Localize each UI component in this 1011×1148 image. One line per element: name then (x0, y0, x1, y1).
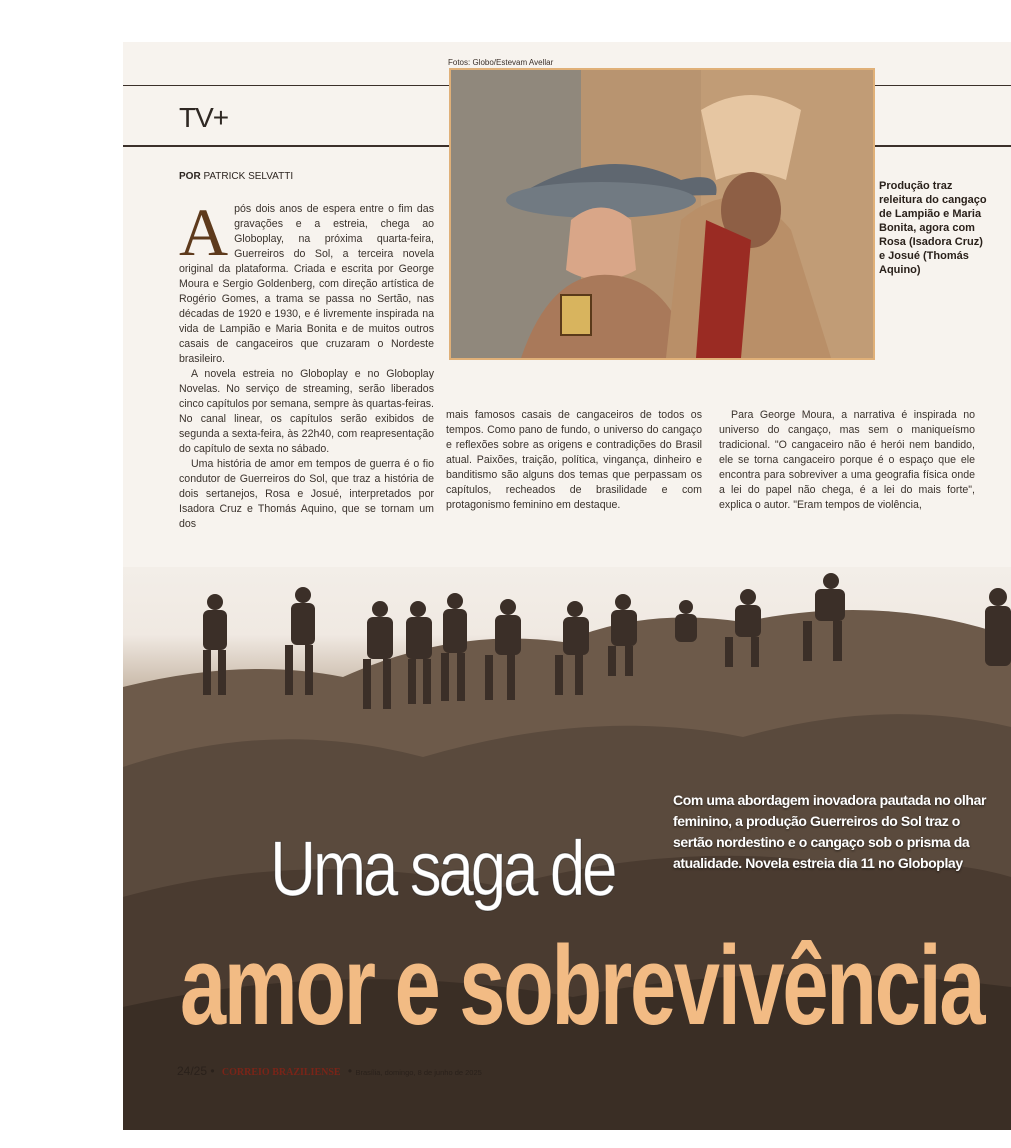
drop-cap: A (179, 194, 229, 270)
byline-author: PATRICK SELVATTI (203, 171, 294, 182)
byline (179, 171, 293, 182)
column-3-paragraph: Para George Moura, a narrativa é inspirada no universo do cangaço, mas sem o maniqueísmo tradicional. "O cangaceiro não é herói nem bandido, ele se torna cangaceiro porque é o espaço que ele encontra para sobreviver a uma geografia física onde a lei do papel não chega, é a lei do mais forte", explica o autor. "Eram tempos de violência, (719, 409, 975, 511)
section-name: TV+ (179, 102, 229, 133)
lead-photo-illustration (451, 70, 873, 358)
page-numbers: 24/25 (177, 1064, 208, 1078)
column-1-paragraph-2: A novela estreia no Globoplay e no Globoplay Novelas. No serviço de streaming, serão liberados cinco capítulos por semana, sempre às quartas-feiras. No canal linear, os capítulos serão exibidos de segunda a sexta-feira, às 22h40, com reapresentação do capítulo de sexta no sábado. (179, 368, 434, 455)
photo-credit: Fotos: Globo/Estevam Avellar (448, 58, 554, 67)
column-1-paragraph-3: Uma história de amor em tempos de guerra é o fio condutor de Guerreiros do Sol, que traz a história de dois sertanejos, Rosa e Josué, interpretados por Isadora Cruz e Thomás Aquino, que se tornam um dos (179, 458, 434, 530)
lead-photo (449, 68, 875, 360)
edition-date: Brasília, domingo, 8 de junho de 2025 (355, 1068, 482, 1077)
lede: Com uma abordagem inovadora pautada no olhar feminino, a produção Guerreiros do Sol traz o sertão nordestino e o cangaço sob o prisma da atualidade. Novela estreia dia 11 no Globoplay (673, 792, 987, 871)
byline-prefix: POR (179, 171, 201, 182)
column-1-paragraph-1: pós dois anos de espera entre o fim das gravações e a estreia, chega ao Globoplay, na próxima quarta-feira, Guerreiros do Sol, a terceira novela original da plataforma. Criada e escrita por George Moura e Sergio Goldenberg, com direção artística de Rogério Gomes, a trama se passa no Sertão, nas décadas de 1920 e 1930, e é livremente inspirada na vida de Lampião e Maria Bonita e de muitos outros casais de cangaceiros que cruzaram o Nordeste brasileiro. (179, 203, 434, 365)
column-1 (179, 194, 434, 532)
photo-caption: Produção traz releitura do cangaço de Lampião e Maria Bonita, agora com Rosa (Isadora Cruz) e Josué (Thomás Aquino) (879, 180, 987, 276)
page-footer (177, 1064, 482, 1078)
footer-separator-2: • (347, 1064, 353, 1078)
column-2 (446, 408, 702, 513)
headline-line-1: Uma saga de (270, 824, 615, 912)
headline-line-2: amor e sobrevivência (180, 923, 984, 1048)
newspaper-name: CORREIO BRAZILIENSE (221, 1067, 341, 1078)
column-2-paragraph: mais famosos casais de cangaceiros de todos os tempos. Como pano de fundo, o universo do cangaço e reflexões sobre as origens e contradições do Brasil atual. Paixões, traição, política, vingança, dinheiro e banditismo são alguns dos temas que perpassam os capítulos, recheados de brasilidade e com protagonismo feminino em destaque. (446, 409, 702, 511)
footer-separator: • (210, 1064, 215, 1078)
column-3 (719, 408, 975, 513)
